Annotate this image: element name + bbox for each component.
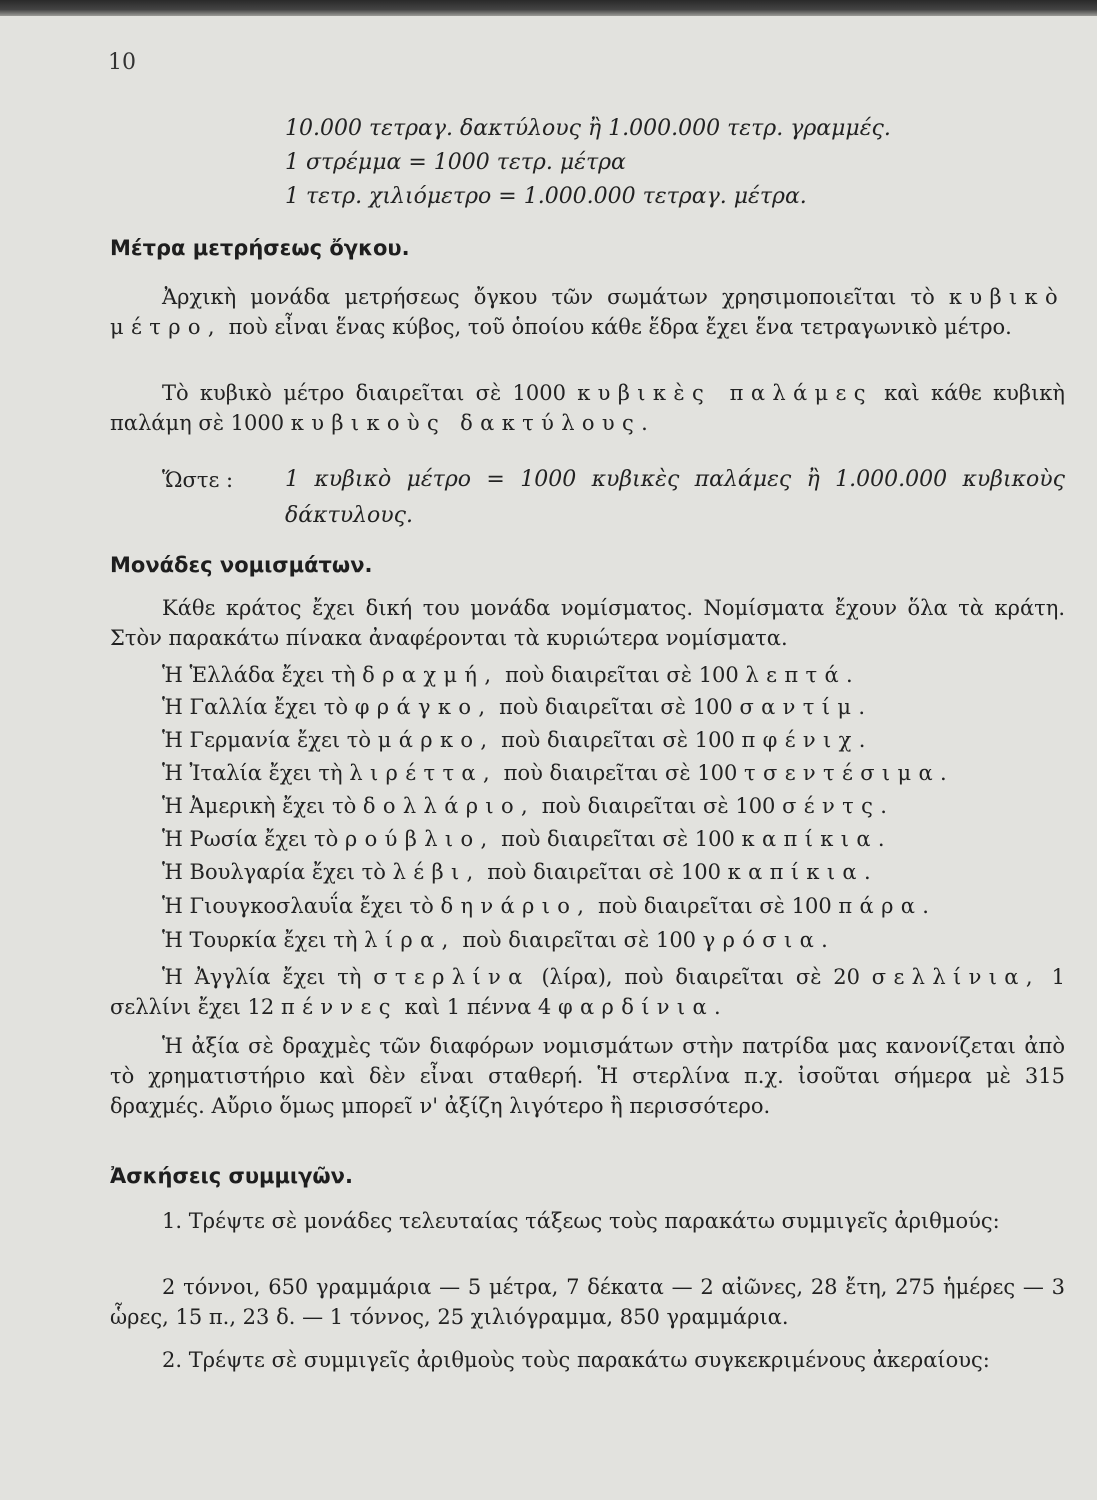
example-formula: 1 κυβικὸ μέτρο = 1000 κυβικὲς παλάμες ἢ 1.000.000 κυβικοὺς δάκτυλους. — [285, 467, 1065, 528]
currency-value-paragraph: Ἡ ἀξία σὲ δραχμὲς τῶν διαφόρων νομισμάτων στὴν πατρίδα μας κανονίζεται ἀπὸ τὸ χρηματιστήριο καὶ δὲν εἶναι σταθερή. Ἡ στερλίνα π.χ. ἰσοῦται σήμερα μὲ 315 δραχμές. Αὔριο ὅμως μπορεῖ ν' ἀξίζη λιγότερο ἢ περισσότερο. — [110, 1034, 1065, 1118]
intro-formula-line-1: 10.000 τετραγ. δακτύλους ἢ 1.000.000 τετρ. γραμμές. — [285, 116, 891, 141]
currency-name: στερλίνα — [373, 965, 530, 989]
currency-name: λιρέττα, — [349, 761, 497, 785]
currency-name: δηνάριο, — [440, 894, 592, 918]
exercise-1-data: 2 τόννοι, 650 γραμμάρια — 5 μέτρα, 7 δέκατα — 2 αἰῶνες, 28 ἔτη, 275 ἡμέρες — 3 ὧρες, 15 π., 23 δ. — 1 τόννος, 25 χιλιόγραμμα, 850 γραμμάρια. — [110, 1275, 1065, 1329]
subunit-name: πφένιχ. — [741, 728, 873, 752]
text-run: Ἡ Γιουγκοσλαυΐα ἔχει τὸ — [162, 894, 441, 918]
text-run: Ἡ Βουλγαρία ἔχει τὸ — [162, 860, 393, 884]
heading-currency: Μονάδες νομισμάτων. — [110, 553, 373, 577]
term-cubic-palm: κυβικὲς παλάμες — [577, 381, 873, 405]
text-run: ποὺ διαιρεῖται σὲ 100 — [480, 860, 728, 884]
subunit-name: καπίκια. — [741, 827, 892, 851]
text-run: ποὺ διαιρεῖται σὲ 100 — [535, 794, 783, 818]
scan-top-edge — [0, 0, 1097, 16]
currency-row-america — [162, 796, 894, 817]
subunit-name: λεπτά. — [745, 663, 861, 687]
currency-row-england — [110, 962, 1065, 1022]
currency-name: λέβι, — [392, 860, 481, 884]
currency-row-bulgaria — [162, 862, 878, 883]
text-run: 1 σελλίνι ἔχει 12 — [110, 965, 1065, 1019]
currency-name: ρούβλιο, — [344, 827, 495, 851]
text-run: Ἀρχικὴ μονάδα μετρήσεως ὄγκου τῶν σωμάτων χρησιμοποιεῖται τὸ — [162, 285, 949, 309]
currency-name: δραχμή, — [362, 663, 499, 687]
text-run: ποὺ διαιρεῖται σὲ 100 — [498, 663, 746, 687]
subunit-name: σαντίμ. — [739, 695, 873, 719]
subunit-name: τσεντέσιμα. — [744, 761, 955, 785]
intro-formula-line-2: 1 στρέμμα = 1000 τετρ. μέτρα — [285, 150, 626, 175]
currency-row-yugoslavia — [162, 896, 936, 917]
text-run: Ἡ Τουρκία ἔχει τὴ — [162, 928, 365, 952]
text-run: καὶ 1 πέννα 4 — [397, 995, 558, 1019]
text-run: ποὺ διαιρεῖται σὲ 100 — [591, 894, 839, 918]
text-run: Ἡ Γερμανία ἔχει τὸ — [162, 728, 378, 752]
exercise-2: 2. Τρέψτε σὲ συμμιγεῖς ἀριθμοὺς τοὺς παρακάτω συγκεκριμένους ἀκεραίους: — [162, 1348, 990, 1372]
currency-row-greece — [162, 665, 860, 686]
text-run: Ἡ Ἑλλάδα ἔχει τὴ — [162, 663, 363, 687]
text-run: Τὸ κυβικὸ μέτρο διαιρεῖται σὲ 1000 — [162, 381, 578, 405]
page-number: 10 — [108, 50, 136, 75]
subunit-name: σελλίνια, — [871, 965, 1040, 989]
text-run: Ἡ Ἰταλία ἔχει τὴ — [162, 761, 350, 785]
text-run: Ἡ Ἀμερικὴ ἔχει τὸ — [162, 794, 363, 818]
example-label: Ὥστε : — [162, 468, 234, 492]
currency-row-italy — [162, 763, 954, 784]
subunit-name: καπίκια. — [727, 860, 878, 884]
term-cubic-finger: κυβικοὺς δακτύλους. — [290, 411, 656, 435]
term-cubic-meter: κυβικὸ μέτρο, — [110, 285, 1065, 339]
text-run: ποὺ διαιρεῖται σὲ 100 — [496, 761, 745, 785]
subunit-name: γρόσια. — [702, 928, 836, 952]
text-run: ποὺ διαιρεῖται σὲ 100 — [494, 728, 742, 752]
currency-row-germany — [162, 730, 873, 751]
text-run: ποὺ εἶναι ἕνας κύβος, τοῦ ὁποίου κάθε ἕδρα ἔχει ἕνα τετραγωνικὸ μέτρο. — [221, 315, 1012, 339]
heading-exercises: Ἀσκήσεις συμμιγῶν. — [110, 1164, 353, 1188]
volume-paragraph-1 — [110, 282, 1065, 342]
currency-name: μάρκο, — [377, 728, 495, 752]
heading-volume: Μέτρα μετρήσεως ὄγκου. — [110, 236, 410, 260]
subunit-name: σέντς. — [782, 794, 895, 818]
text-run: (λίρα), ποὺ διαιρεῖται σὲ 20 — [529, 965, 872, 989]
exercise-1: 1. Τρέψτε σὲ μονάδες τελευταίας τάξεως τοὺς παρακάτω συμμιγεῖς ἀριθμούς: — [162, 1209, 1000, 1233]
currency-name: φράγκο, — [354, 695, 493, 719]
currency-row-russia — [162, 829, 892, 850]
subunit-name: πάρα. — [838, 894, 937, 918]
currency-row-france — [162, 697, 872, 718]
currency-row-turkey — [162, 930, 835, 951]
subunit-name: πέννες — [280, 995, 398, 1019]
text-run: Ἡ Ἀγγλία ἔχει τὴ — [162, 965, 374, 989]
text-run: ποὺ διαιρεῖται σὲ 100 — [455, 928, 703, 952]
volume-paragraph-2 — [110, 378, 1065, 438]
text-run: καὶ κάθε κυβικὴ παλάμη σὲ 1000 — [110, 381, 1066, 435]
currency-name: λίρα, — [364, 928, 456, 952]
subunit-name: φαρδίνια. — [557, 995, 729, 1019]
text-run: ποὺ διαιρεῖται σὲ 100 — [492, 695, 740, 719]
text-run: Ἡ Ρωσία ἔχει τὸ — [162, 827, 345, 851]
text-run: ποὺ διαιρεῖται σὲ 100 — [494, 827, 742, 851]
currency-intro-paragraph: Κάθε κράτος ἔχει δική του μονάδα νομίσματος. Νομίσματα ἔχουν ὅλα τὰ κράτη. Στὸν παρακάτω πίνακα ἀναφέρονται τὰ κυριώτερα νομίσματα. — [110, 596, 1065, 650]
text-run: Ἡ Γαλλία ἔχει τὸ — [162, 695, 355, 719]
currency-name: δολλάριο, — [362, 794, 536, 818]
intro-formula-line-3: 1 τετρ. χιλιόμετρο = 1.000.000 τετραγ. μέτρα. — [285, 184, 807, 209]
